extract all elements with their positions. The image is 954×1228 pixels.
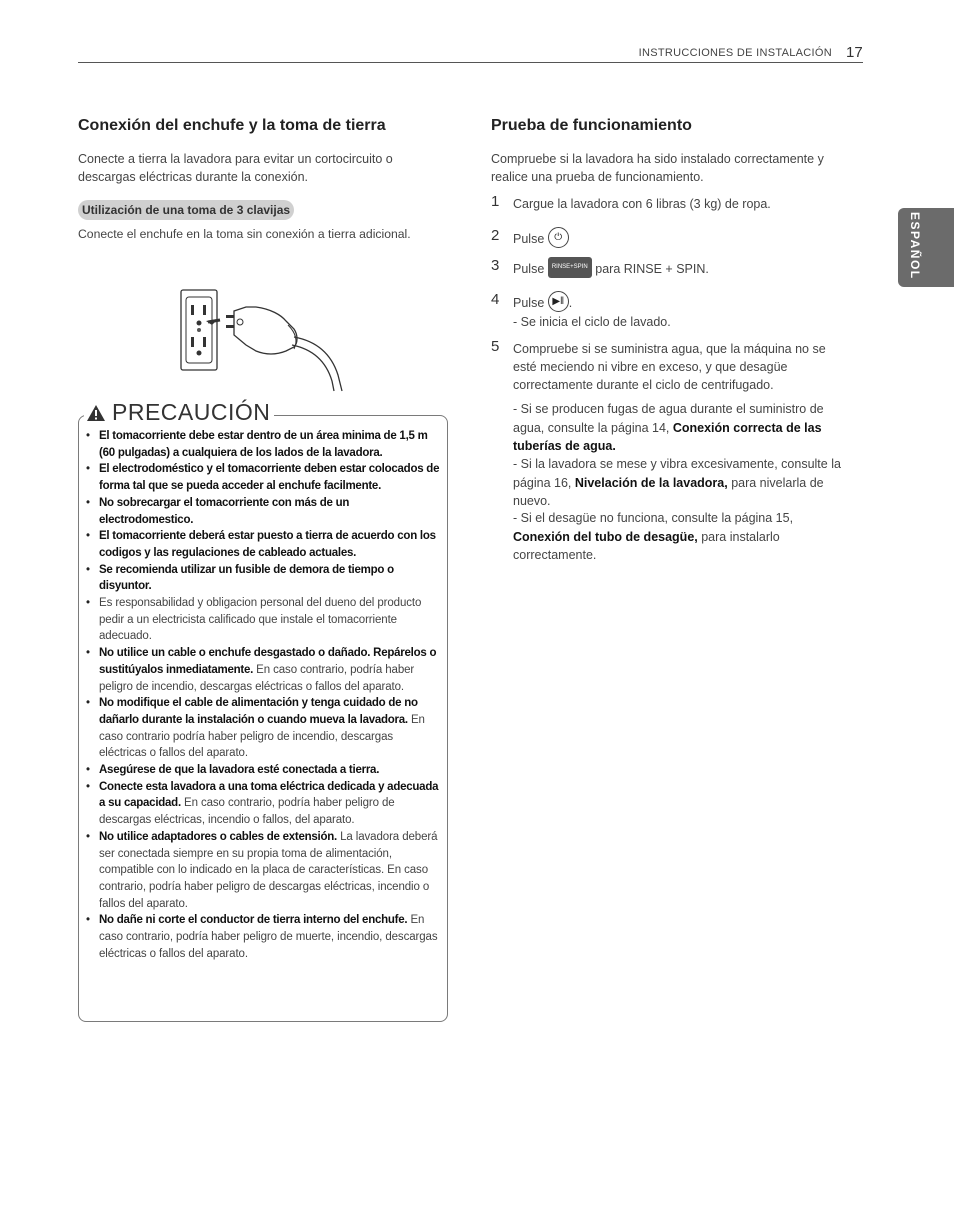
page-number: 17 (846, 44, 863, 61)
header-rule (78, 62, 863, 63)
pill-text: Conecte el enchufe en la toma sin conexión a tierra adicional. (78, 227, 411, 241)
subsection-pill: Utilización de una toma de 3 clavijas (78, 200, 294, 220)
step-text: Cargue la lavadora con 6 libras (3 kg) de ropa. (513, 197, 771, 211)
step-number: 2 (491, 227, 500, 244)
caution-item: • No dañe ni corte el conductor de tierra interno del enchufe. En caso contrario, podría haber peligro de muerte, incendio, descargas eléctricas o fallos del aparato. (84, 912, 440, 962)
step-number: 3 (491, 257, 500, 274)
caution-item: • El tomacorriente debe estar dentro de un área minima de 1,5 m (60 pulgadas) a cualquiera de los lados de la lavadora. (84, 428, 440, 461)
power-icon: ⏻ (548, 227, 569, 248)
step-4-sub: - Se inicia el ciclo de lavado. (513, 315, 671, 329)
start-pause-icon: ▶‖ (548, 291, 569, 312)
caution-item: • Es responsabilidad y obligacion personal del dueno del producto pedir a un electricista calificado que instale el tomacorriente adecuado. (84, 595, 440, 645)
step-text: Pulse ⏻ (513, 229, 861, 250)
caution-title-text: PRECAUCIÓN (112, 399, 271, 425)
caution-item: • Asegúrese de que la lavadora esté conectada a tierra. (84, 762, 440, 779)
running-header: INSTRUCCIONES DE INSTALACIÓN (638, 47, 832, 59)
language-tab-label: ESPAÑOL (908, 212, 922, 280)
test-intro-text: Compruebe si la lavadora ha sido instalado correctamente y realice una prueba de funcionamiento. (491, 152, 824, 184)
caution-item: • No sobrecargar el tomacorriente con más de un electrodomestico. (84, 495, 440, 528)
section-title-plug: Conexión del enchufe y la toma de tierra (78, 117, 386, 134)
language-tab (898, 208, 954, 287)
section-title-test: Prueba de funcionamiento (491, 117, 692, 134)
note-vibration: - Si la lavadora se mese y vibra excesivamente, consulte la página 16, Nivelación de la lavadora, para nivelarla de nuevo. (513, 457, 841, 508)
step-text: Pulse RINSE+SPIN para RINSE + SPIN. (513, 259, 861, 280)
caution-item: • Conecte esta lavadora a una toma eléctrica dedicada y adecuada a su capacidad. En caso contrario, podría haber peligro de descargas eléctricas, incendio o fallos, del aparato. (84, 779, 440, 829)
step-text: Compruebe si se suministra agua, que la máquina no se esté meciendo ni vibre en exceso, y que desagüe correctamente durante el ciclo de centrifugado. (513, 342, 826, 392)
caution-item: • El electrodoméstico y el tomacorriente deben estar colocados de forma tal que se pueda acceder al enchufe facilmente. (84, 461, 440, 494)
rinse-spin-button-icon: RINSE+SPIN (548, 257, 592, 278)
plug-intro-text: Conecte a tierra la lavadora para evitar un cortocircuito o descargas eléctricas durante la conexión. (78, 152, 393, 184)
step-text: Pulse ▶‖ . (513, 293, 861, 314)
caution-title (84, 399, 274, 426)
caution-item: • El tomacorriente deberá estar puesto a tierra de acuerdo con los codigos y las regulaciones de cableado actuales. (84, 528, 440, 561)
caution-item: • No utilice adaptadores o cables de extensión. La lavadora deberá ser conectada siempre en su propia toma de alimentación, compatible con lo indicado en la placa de características. En caso contrario, podría haber peligro de descargas eléctricas, incendio o fallos del aparato. (84, 829, 440, 913)
caution-item: • Se recomienda utilizar un fusible de demora de tiempo o disyuntor. (84, 562, 440, 595)
step-number: 4 (491, 291, 500, 308)
note-leak: - Si se producen fugas de agua durante el suministro de agua, consulte la página 14, Conexión correcta de las tuberías de agua. (513, 402, 824, 453)
warning-triangle-icon (86, 404, 106, 422)
caution-item: • No modifique el cable de alimentación y tenga cuidado de no dañarlo durante la instalación o cuando mueva la lavadora. En caso contrario podría haber peligro de incendio, descargas eléctricas o fallos del aparato. (84, 695, 440, 762)
caution-list (84, 428, 440, 963)
outlet-plug-illustration (176, 285, 356, 395)
note-drain: - Si el desagüe no funciona, consulte la página 15, Conexión del tubo de desagüe, para instalarlo correctamente. (513, 511, 794, 562)
step-number: 5 (491, 338, 500, 355)
caution-item: • No utilice un cable o enchufe desgastado o dañado. Repárelos o sustitúyalos inmediatamente. En caso contrario, podría haber peligro de incendio, descargas eléctricas o fallos del aparato. (84, 645, 440, 695)
step-number: 1 (491, 193, 500, 210)
